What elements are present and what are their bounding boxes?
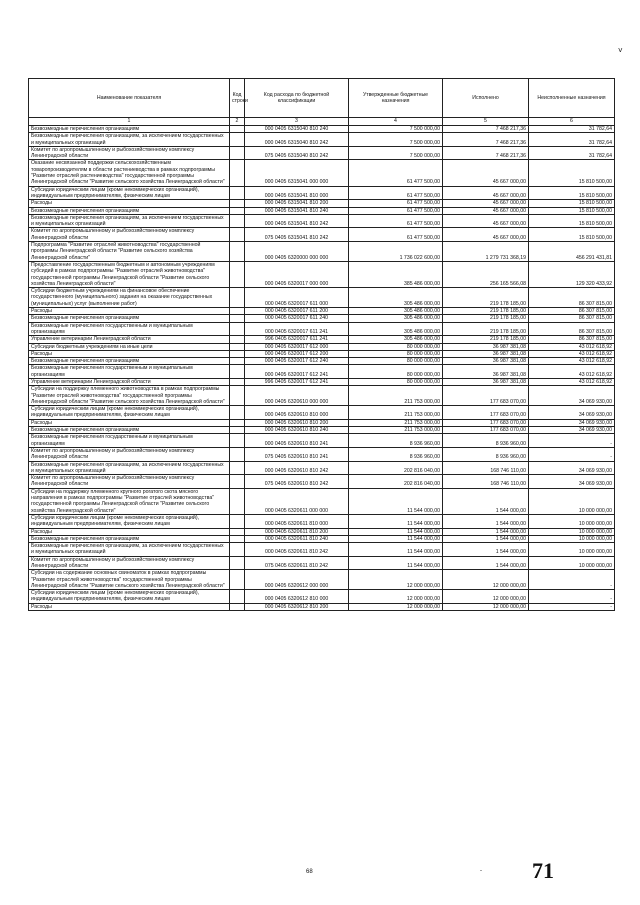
row-line-code [230, 427, 245, 434]
row-line-code [230, 200, 245, 207]
row-line-code [230, 603, 245, 610]
table-row [29, 214, 615, 228]
column-number: 4 [349, 118, 443, 126]
row-line-code [230, 336, 245, 343]
row-executed: 45 667 000,00 [443, 160, 529, 186]
row-executed: 219 178 185,00 [443, 288, 529, 308]
row-name: Комитет по агропромышленному и рыбохозяйственному комплексу Ленинградской области [29, 475, 230, 489]
row-line-code [230, 386, 245, 406]
row-executed: 36 987 381,08 [443, 350, 529, 357]
row-remaining: 43 012 618,92 [529, 343, 615, 350]
row-executed: 45 667 000,00 [443, 214, 529, 228]
table-row [29, 603, 615, 610]
row-name: Субсидии на содержание основных свиноматок в рамках подпрограммы "Развитие отраслей животноводства" государственной программы Ленинградской области "Развитие сельского хозяйства Ленинградской области" [29, 570, 230, 590]
row-expense-code: 000 0405 6320017 611 000 [245, 288, 349, 308]
row-approved: 61 477 500,00 [349, 228, 443, 242]
row-remaining: 86 307 815,00 [529, 308, 615, 315]
table-row [29, 228, 615, 242]
row-expense-code: 000 0405 6320611 810 242 [245, 543, 349, 557]
row-name: Расходы [29, 419, 230, 426]
row-executed: 1 279 731 368,19 [443, 242, 529, 262]
row-expense-code: 000 0405 6315040 810 242 [245, 133, 349, 147]
footer-dash: - [480, 868, 482, 874]
table-row [29, 590, 615, 604]
row-name: Безвозмездные перечисления организациям [29, 535, 230, 542]
row-expense-code: 000 0405 6315041 810 000 [245, 186, 349, 200]
row-executed: 256 165 566,08 [443, 261, 529, 287]
table-row [29, 427, 615, 434]
row-expense-code: 000 0405 6320017 612 240 [245, 358, 349, 365]
table-row [29, 133, 615, 147]
table-row [29, 242, 615, 262]
row-name: Расходы [29, 603, 230, 610]
row-approved: 211 753 000,00 [349, 419, 443, 426]
row-expense-code: 000 0405 6320611 810 200 [245, 528, 349, 535]
row-approved: 305 486 000,00 [349, 322, 443, 336]
row-name: Безвозмездные перечисления организациям [29, 207, 230, 214]
row-executed: 1 544 000,00 [443, 514, 529, 528]
row-approved: 385 486 000,00 [349, 261, 443, 287]
row-remaining: - [529, 570, 615, 590]
row-expense-code: 000 0405 6320610 810 242 [245, 461, 349, 475]
row-executed: 12 000 000,00 [443, 570, 529, 590]
row-name: Предоставление государственным бюджетным и автономным учреждениям субсидий в рамках подпрограммы "Развитие отраслей животноводства" государственной программы Ленинградской области "Развитие сельского хозяйства Ленинградской области" [29, 261, 230, 287]
row-line-code [230, 228, 245, 242]
row-line-code [230, 378, 245, 385]
row-remaining: 10 000 000,00 [529, 488, 615, 514]
row-approved: 305 486 000,00 [349, 315, 443, 322]
table-row [29, 365, 615, 379]
table-row [29, 434, 615, 448]
table-row [29, 419, 615, 426]
row-name: Субсидии юридическим лицам (кроме некоммерческих организаций), индивидуальным предпринимателям, физическим лицам [29, 406, 230, 420]
column-number: 1 [29, 118, 230, 126]
row-executed: 7 468 217,36 [443, 133, 529, 147]
row-approved: 7 500 000,00 [349, 133, 443, 147]
row-remaining: 43 012 618,92 [529, 350, 615, 357]
row-line-code [230, 214, 245, 228]
row-remaining: 31 782,64 [529, 126, 615, 133]
row-expense-code: 996 0405 6320017 612 241 [245, 378, 349, 385]
row-expense-code: 000 0405 6320610 810 241 [245, 434, 349, 448]
row-remaining: - [529, 434, 615, 448]
row-approved: 61 477 500,00 [349, 214, 443, 228]
table-row [29, 126, 615, 133]
table-row [29, 336, 615, 343]
row-name: Субсидии юридическим лицам (кроме некоммерческих организаций), индивидуальным предпринимателям, физическим лицам [29, 186, 230, 200]
row-expense-code: 000 0405 6320017 611 241 [245, 322, 349, 336]
row-remaining: 34 069 930,00 [529, 406, 615, 420]
row-executed: 1 544 000,00 [443, 535, 529, 542]
row-name: Комитет по агропромышленному и рыбохозяйственному комплексу Ленинградской области [29, 146, 230, 160]
row-remaining: 86 307 815,00 [529, 288, 615, 308]
row-executed: 219 178 185,00 [443, 315, 529, 322]
row-line-code [230, 365, 245, 379]
row-executed: 1 544 000,00 [443, 528, 529, 535]
row-line-code [230, 146, 245, 160]
table-row [29, 475, 615, 489]
table-row [29, 447, 615, 461]
row-name: Расходы [29, 528, 230, 535]
row-expense-code: 000 0405 6320610 810 000 [245, 406, 349, 420]
row-line-code [230, 514, 245, 528]
row-approved: 202 816 040,00 [349, 475, 443, 489]
row-name: Субсидии на поддержку племенного животноводства в рамках подпрограммы "Развитие отраслей животноводства" государственной программы Ленинградской области "Развитие сельского хозяйства Ленинградской области" [29, 386, 230, 406]
row-name: Безвозмездные перечисления организациям, за исключением государственных и муниципальных организаций [29, 214, 230, 228]
row-approved: 12 000 000,00 [349, 570, 443, 590]
corner-mark: ˅ [618, 46, 623, 55]
row-approved: 80 000 000,00 [349, 343, 443, 350]
row-approved: 11 544 000,00 [349, 543, 443, 557]
row-approved: 7 500 000,00 [349, 146, 443, 160]
row-remaining: 129 320 433,92 [529, 261, 615, 287]
row-approved: 80 000 000,00 [349, 358, 443, 365]
row-line-code [230, 308, 245, 315]
row-line-code [230, 488, 245, 514]
row-name: Управление ветеринарии Ленинградской области [29, 378, 230, 385]
table-row [29, 358, 615, 365]
table-row [29, 343, 615, 350]
row-line-code [230, 126, 245, 133]
row-executed: 1 544 000,00 [443, 488, 529, 514]
row-remaining: 34 069 930,00 [529, 419, 615, 426]
table-row [29, 543, 615, 557]
row-approved: 80 000 000,00 [349, 350, 443, 357]
row-name: Субсидии юридическим лицам (кроме некоммерческих организаций), индивидуальным предпринимателям, физическим лицам [29, 514, 230, 528]
table-row [29, 556, 615, 570]
row-executed: 45 667 000,00 [443, 228, 529, 242]
row-line-code [230, 160, 245, 186]
row-executed: 219 178 185,00 [443, 336, 529, 343]
table-body [29, 126, 615, 611]
row-remaining: 15 810 500,00 [529, 214, 615, 228]
row-approved: 1 736 022 600,00 [349, 242, 443, 262]
handwritten-sheet-number: 71 [532, 858, 554, 883]
row-executed: 36 987 381,08 [443, 365, 529, 379]
header-remaining: Неисполненные назначения [529, 79, 615, 118]
row-executed: 36 987 381,08 [443, 343, 529, 350]
row-executed: 45 667 000,00 [443, 207, 529, 214]
row-name: Субсидии бюджетным учреждениям на финансовое обеспечение государственного (муниципального) задания на оказание государственных (муниципальных) услуг (выполнение работ) [29, 288, 230, 308]
row-line-code [230, 315, 245, 322]
row-name: Расходы [29, 350, 230, 357]
table-row [29, 146, 615, 160]
row-name: Безвозмездные перечисления организациям, за исключением государственных и муниципальных организаций [29, 543, 230, 557]
row-name: Подпрограмма "Развитие отраслей животноводства" государственной программы Ленинградской области "Развитие сельского хозяйства Ленинградской области" [29, 242, 230, 262]
header-indicator-name: Наименование показателя [29, 79, 230, 118]
column-number: 6 [529, 118, 615, 126]
row-executed: 8 936 960,00 [443, 434, 529, 448]
row-expense-code: 000 0405 6320017 000 000 [245, 261, 349, 287]
row-executed: 8 936 960,00 [443, 447, 529, 461]
table-row [29, 200, 615, 207]
table-row [29, 308, 615, 315]
row-approved: 11 544 000,00 [349, 514, 443, 528]
row-executed: 12 000 000,00 [443, 590, 529, 604]
row-line-code [230, 461, 245, 475]
row-expense-code: 000 0405 6320017 612 000 [245, 343, 349, 350]
row-expense-code: 000 0405 6320017 612 200 [245, 350, 349, 357]
row-approved: 305 486 000,00 [349, 288, 443, 308]
row-expense-code: 075 0405 6315040 810 242 [245, 146, 349, 160]
row-name: Оказание несвязанной поддержки сельскохозяйственным товаропроизводителям в области растениеводства в рамках подпрограммы "Развитие отраслей растениеводства" государственной программы Ленинградской области "Развитие сельского хозяйства Ленинградской области" [29, 160, 230, 186]
table-row [29, 160, 615, 186]
row-name: Комитет по агропромышленному и рыбохозяйственному комплексу Ленинградской области [29, 447, 230, 461]
row-remaining: 34 069 930,00 [529, 386, 615, 406]
row-remaining: 15 810 500,00 [529, 186, 615, 200]
row-line-code [230, 207, 245, 214]
row-expense-code: 000 0405 6315041 810 240 [245, 207, 349, 214]
row-executed: 45 667 000,00 [443, 200, 529, 207]
row-name: Безвозмездные перечисления организациям, за исключением государственных и муниципальных организаций [29, 461, 230, 475]
row-line-code [230, 556, 245, 570]
row-expense-code: 000 0405 6315041 810 242 [245, 214, 349, 228]
row-approved: 61 477 500,00 [349, 200, 443, 207]
row-line-code [230, 447, 245, 461]
row-expense-code: 000 0405 6320000 000 000 [245, 242, 349, 262]
row-remaining: 15 810 500,00 [529, 200, 615, 207]
row-executed: 177 683 070,00 [443, 386, 529, 406]
table-row [29, 386, 615, 406]
row-executed: 168 746 110,00 [443, 461, 529, 475]
row-executed: 45 667 000,00 [443, 186, 529, 200]
row-remaining: 456 291 431,81 [529, 242, 615, 262]
row-executed: 36 987 381,08 [443, 358, 529, 365]
row-line-code [230, 590, 245, 604]
row-expense-code: 075 0405 6320610 810 241 [245, 447, 349, 461]
row-expense-code: 000 0405 6320610 810 200 [245, 419, 349, 426]
row-name: Комитет по агропромышленному и рыбохозяйственному комплексу Ленинградской области [29, 556, 230, 570]
row-name: Безвозмездные перечисления организациям [29, 315, 230, 322]
row-name: Расходы [29, 308, 230, 315]
row-name: Безвозмездные перечисления государственным и муниципальным организациям [29, 434, 230, 448]
row-name: Управление ветеринарии Ленинградской области [29, 336, 230, 343]
row-approved: 61 477 500,00 [349, 160, 443, 186]
row-approved: 12 000 000,00 [349, 590, 443, 604]
row-expense-code: 000 0405 6315041 000 000 [245, 160, 349, 186]
table-row [29, 315, 615, 322]
row-remaining: 10 000 000,00 [529, 535, 615, 542]
row-remaining: - [529, 447, 615, 461]
row-line-code [230, 570, 245, 590]
row-name: Безвозмездные перечисления организациям [29, 126, 230, 133]
row-remaining: 15 810 500,00 [529, 160, 615, 186]
row-line-code [230, 133, 245, 147]
row-line-code [230, 419, 245, 426]
table-row [29, 207, 615, 214]
row-expense-code: 000 0405 6320612 000 000 [245, 570, 349, 590]
row-line-code [230, 475, 245, 489]
row-line-code [230, 242, 245, 262]
row-executed: 177 683 070,00 [443, 419, 529, 426]
row-approved: 305 486 000,00 [349, 336, 443, 343]
row-remaining: 34 069 930,00 [529, 427, 615, 434]
row-line-code [230, 261, 245, 287]
row-executed: 219 178 185,00 [443, 322, 529, 336]
table-header-row [29, 79, 615, 118]
row-line-code [230, 528, 245, 535]
row-expense-code: 000 0405 6320612 810 200 [245, 603, 349, 610]
budget-execution-table [28, 78, 615, 611]
table-row [29, 350, 615, 357]
row-approved: 61 477 500,00 [349, 186, 443, 200]
row-line-code [230, 186, 245, 200]
row-expense-code: 000 0405 6320017 611 240 [245, 315, 349, 322]
row-executed: 1 544 000,00 [443, 543, 529, 557]
row-executed: 177 683 070,00 [443, 406, 529, 420]
row-expense-code: 000 0405 6320611 000 000 [245, 488, 349, 514]
row-approved: 61 477 500,00 [349, 207, 443, 214]
row-approved: 12 000 000,00 [349, 603, 443, 610]
row-remaining: 31 782,64 [529, 133, 615, 147]
table-row [29, 186, 615, 200]
row-line-code [230, 535, 245, 542]
row-line-code [230, 358, 245, 365]
row-remaining: 43 012 618,92 [529, 365, 615, 379]
row-remaining: 34 069 930,00 [529, 461, 615, 475]
row-approved: 8 936 960,00 [349, 447, 443, 461]
row-name: Субсидии юридическим лицам (кроме некоммерческих организаций), индивидуальным предпринимателям, физическим лицам [29, 590, 230, 604]
table-row [29, 288, 615, 308]
header-row-code: Код строки [230, 79, 245, 118]
row-name: Расходы [29, 200, 230, 207]
row-approved: 11 544 000,00 [349, 528, 443, 535]
table-row [29, 514, 615, 528]
row-executed: 7 468 217,36 [443, 146, 529, 160]
row-executed: 36 987 381,08 [443, 378, 529, 385]
column-number: 3 [245, 118, 349, 126]
row-remaining: 15 810 500,00 [529, 228, 615, 242]
row-approved: 80 000 000,00 [349, 365, 443, 379]
row-executed: 12 000 000,00 [443, 603, 529, 610]
header-executed: Исполнено [443, 79, 529, 118]
row-executed: 177 683 070,00 [443, 427, 529, 434]
row-executed: 168 746 110,00 [443, 475, 529, 489]
row-expense-code: 000 0405 6320610 810 240 [245, 427, 349, 434]
row-approved: 80 000 000,00 [349, 378, 443, 385]
table-row [29, 322, 615, 336]
row-name: Субсидии на поддержку племенного крупного рогатого скота мясного направления в рамках подпрограммы "Развитие отраслей животноводства" государственной программы Ленинградской области "Развитие сельского хозяйства Ленинградской области" [29, 488, 230, 514]
row-expense-code: 000 0405 6320610 000 000 [245, 386, 349, 406]
row-name: Субсидии бюджетным учреждениям на иные цели [29, 343, 230, 350]
row-remaining: 34 069 930,00 [529, 475, 615, 489]
table-row [29, 461, 615, 475]
row-remaining: - [529, 603, 615, 610]
row-expense-code: 075 0405 6320610 810 242 [245, 475, 349, 489]
row-name: Безвозмездные перечисления государственным и муниципальным организациям [29, 322, 230, 336]
row-expense-code: 000 0405 6320017 611 200 [245, 308, 349, 315]
row-approved: 11 544 000,00 [349, 535, 443, 542]
row-expense-code: 996 0405 6320017 611 241 [245, 336, 349, 343]
table-row [29, 535, 615, 542]
column-number: 5 [443, 118, 529, 126]
column-number-row [29, 118, 615, 126]
row-remaining: 15 810 500,00 [529, 207, 615, 214]
row-approved: 8 936 960,00 [349, 434, 443, 448]
row-expense-code: 000 0405 6320611 810 240 [245, 535, 349, 542]
row-expense-code: 000 0405 6320017 612 241 [245, 365, 349, 379]
row-remaining: 10 000 000,00 [529, 556, 615, 570]
row-line-code [230, 406, 245, 420]
row-remaining: 43 012 618,92 [529, 358, 615, 365]
row-approved: 11 544 000,00 [349, 488, 443, 514]
page-number: 68 [306, 869, 313, 875]
row-remaining: 31 782,64 [529, 146, 615, 160]
row-expense-code: 000 0405 6315041 810 200 [245, 200, 349, 207]
row-line-code [230, 543, 245, 557]
row-remaining: 86 307 815,00 [529, 322, 615, 336]
row-approved: 211 753 000,00 [349, 406, 443, 420]
row-approved: 11 544 000,00 [349, 556, 443, 570]
table-row [29, 488, 615, 514]
row-approved: 202 816 040,00 [349, 461, 443, 475]
row-line-code [230, 322, 245, 336]
row-expense-code: 000 0405 6320611 810 000 [245, 514, 349, 528]
row-name: Безвозмездные перечисления государственным и муниципальным организациям [29, 365, 230, 379]
row-expense-code: 000 0405 6315040 810 240 [245, 126, 349, 133]
table-row [29, 570, 615, 590]
row-name: Безвозмездные перечисления организациям [29, 427, 230, 434]
header-expense-code: Код расхода по бюджетной классификации [245, 79, 349, 118]
row-expense-code: 000 0405 6320612 810 000 [245, 590, 349, 604]
column-number: 2 [230, 118, 245, 126]
row-executed: 219 178 185,00 [443, 308, 529, 315]
row-expense-code: 075 0405 6320611 810 242 [245, 556, 349, 570]
row-line-code [230, 343, 245, 350]
row-line-code [230, 434, 245, 448]
row-line-code [230, 350, 245, 357]
row-remaining: 86 307 815,00 [529, 336, 615, 343]
row-approved: 211 753 000,00 [349, 427, 443, 434]
row-approved: 305 486 000,00 [349, 308, 443, 315]
row-approved: 7 500 000,00 [349, 126, 443, 133]
row-remaining: 10 000 000,00 [529, 543, 615, 557]
row-name: Безвозмездные перечисления организациям [29, 358, 230, 365]
table-row [29, 528, 615, 535]
row-name: Комитет по агропромышленному и рыбохозяйственному комплексу Ленинградской области [29, 228, 230, 242]
row-remaining: 10 000 000,00 [529, 514, 615, 528]
row-name: Безвозмездные перечисления организациям, за исключением государственных и муниципальных организаций [29, 133, 230, 147]
table-row [29, 406, 615, 420]
row-remaining: 10 000 000,00 [529, 528, 615, 535]
header-approved: Утвержденные бюджетные назначения [349, 79, 443, 118]
row-expense-code: 075 0405 6315041 810 242 [245, 228, 349, 242]
row-line-code [230, 288, 245, 308]
row-remaining: - [529, 590, 615, 604]
row-remaining: 43 012 618,92 [529, 378, 615, 385]
table-row [29, 261, 615, 287]
row-remaining: 86 307 815,00 [529, 315, 615, 322]
row-approved: 211 753 000,00 [349, 386, 443, 406]
row-executed: 1 544 000,00 [443, 556, 529, 570]
table-row [29, 378, 615, 385]
row-executed: 7 468 217,36 [443, 126, 529, 133]
